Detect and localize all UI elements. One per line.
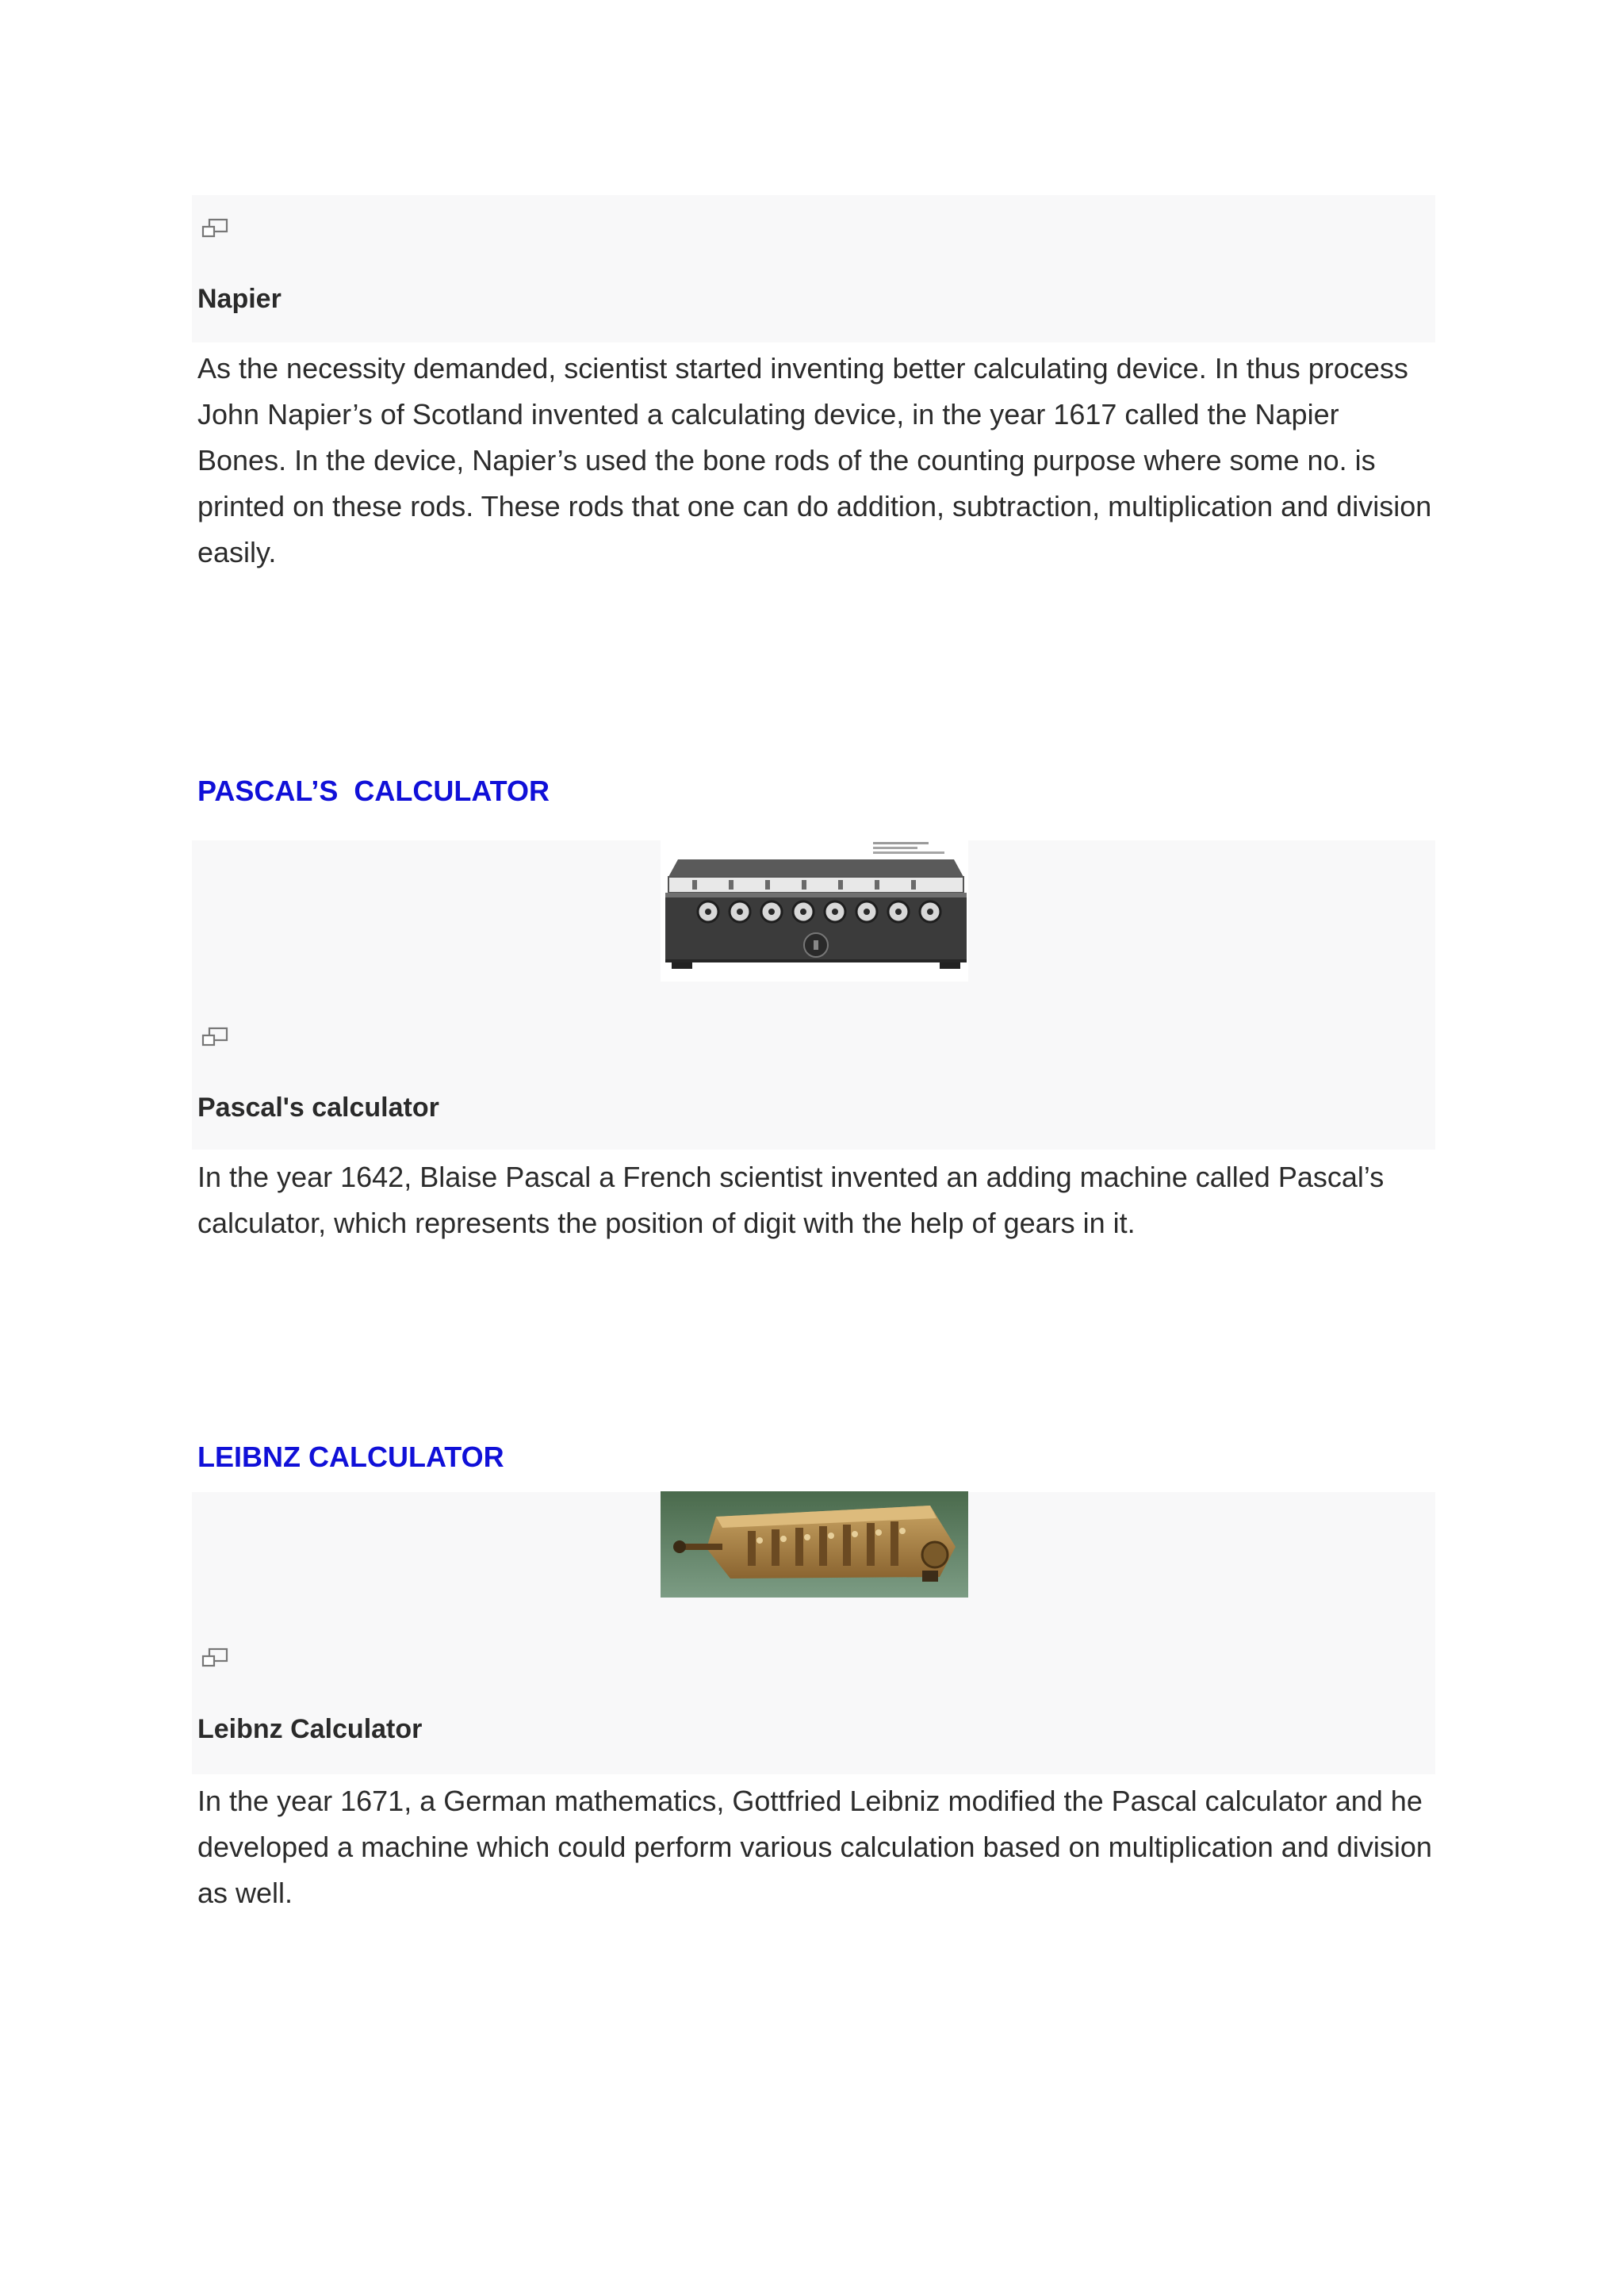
pascal-caption: Pascal's calculator	[197, 1093, 439, 1123]
pascal-calculator-image	[661, 840, 968, 982]
leibnz-calculator-image	[661, 1491, 968, 1598]
napier-figure-band	[192, 195, 1435, 342]
leibnz-paragraph: In the year 1671, a German mathematics, Gottfried Leibniz modified the Pascal calculator and he developed a machine which could perform various calculation based on multiplication and division as well.	[197, 1785, 1432, 1909]
napier-paragraph: As the necessity demanded, scientist started inventing better calculating device. In thus process John Napier’s of Scotland invented a calculating device, in the year 1617 called the Napier Bones. In the device, Napier’s used the bone rods of the counting purpose where some no. is printed on these rods. These rods that one can do addition, subtraction, multiplication and division easily.	[197, 352, 1432, 568]
expand-image-icon[interactable]	[201, 1647, 228, 1668]
expand-image-icon[interactable]	[201, 1027, 228, 1047]
pascal-paragraph: In the year 1642, Blaise Pascal a French scientist invented an adding machine called Pascal’s calculator, which represents the position of digit with the help of gears in it.	[197, 1161, 1385, 1239]
leibnz-caption: Leibnz Calculator	[197, 1714, 423, 1744]
expand-image-icon[interactable]	[201, 218, 228, 239]
napier-caption: Napier	[197, 284, 282, 314]
pascal-heading: PASCAL’S CALCULATOR	[197, 775, 550, 807]
leibnz-heading: LEIBNZ CALCULATOR	[197, 1441, 504, 1473]
